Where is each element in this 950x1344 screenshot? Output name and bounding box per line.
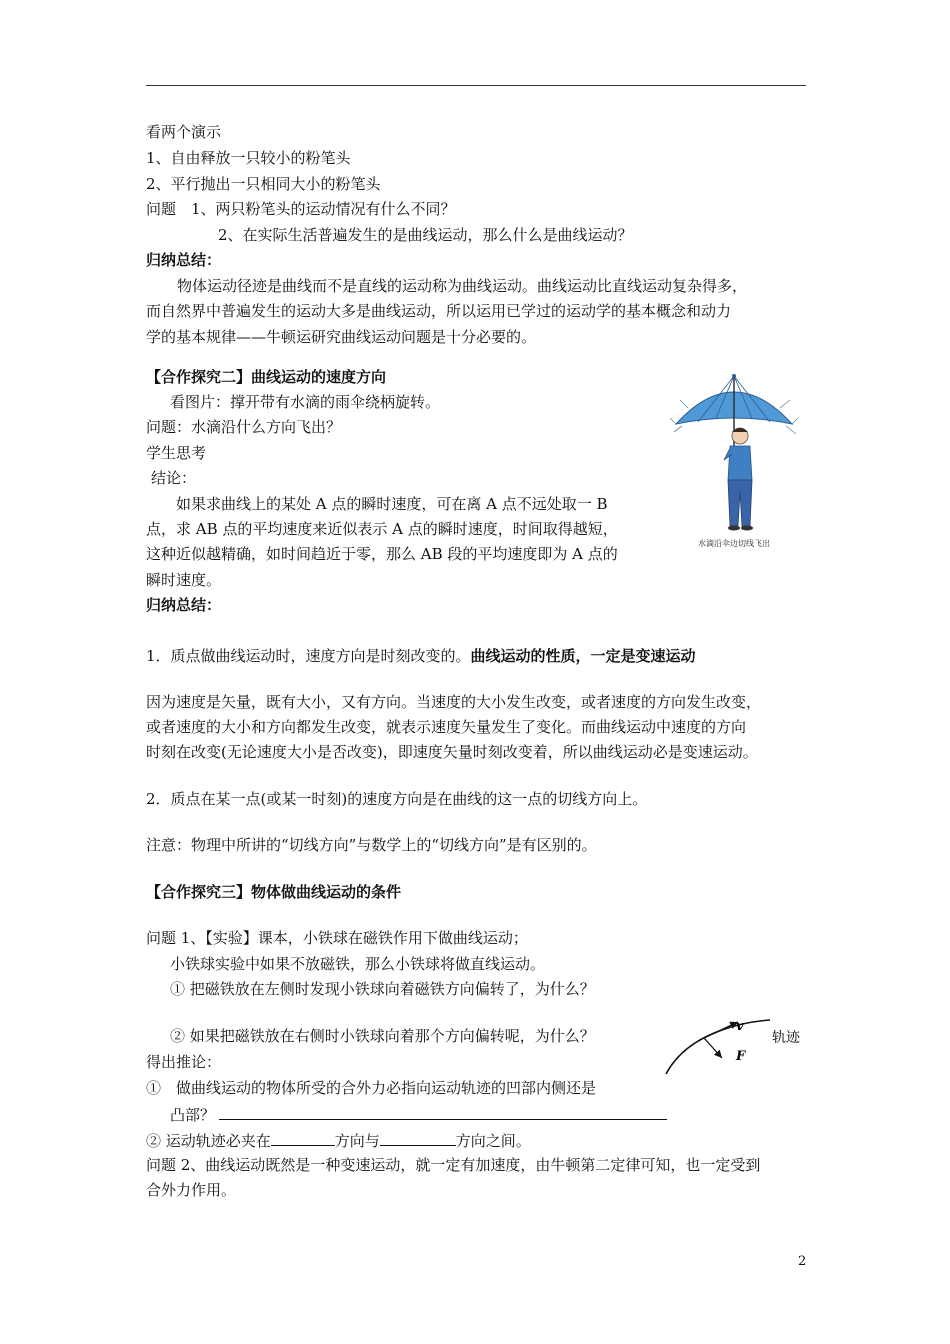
inference-1-line-1: ① 做曲线运动的物体所受的合外力必指向运动轨迹的凹部内侧还是	[146, 1079, 597, 1097]
experiment-no-magnet: 小铁球实验中如果不放磁铁，那么小铁球将做直线运动。	[170, 955, 546, 973]
picture-prompt: 看图片：撑开带有水滴的雨伞绕柄旋转。	[170, 393, 441, 411]
demo-item-2: 2、平行抛出一只相同大小的粉笔头	[146, 175, 381, 193]
conclusion-label: 结论：	[151, 469, 197, 487]
student-thinking: 学生思考	[146, 444, 207, 462]
paragraph-3-line-3: 时刻在改变(无论速度大小是否改变)，即速度矢量时刻改变着，所以曲线运动必是变速运动。	[146, 743, 758, 761]
inference-2-pre: ② 运动轨迹必夹在	[146, 1132, 271, 1150]
force-arrow	[704, 1038, 722, 1058]
point-1-emphasis: 曲线运动的性质，一定是变速运动	[470, 647, 696, 665]
note: 注意：物理中所讲的“切线方向”与数学上的“切线方向”是有区别的。	[146, 836, 597, 854]
paragraph-1-line-2: 而自然界中普遍发生的运动大多是曲线运动，所以运用已学过的运动学的基本概念和动力	[146, 302, 732, 320]
point-2: 2．质点在某一点(或某一时刻)的速度方向是在曲线的这一点的切线方向上。	[146, 790, 648, 808]
page-number: 2	[798, 1254, 807, 1269]
inference-2	[146, 1129, 531, 1151]
point-1-text: 1．质点做曲线运动时，速度方向是时刻改变的。	[146, 647, 471, 665]
inference-2-mid: 方向与	[334, 1132, 380, 1150]
paragraph-2-line-3: 这种近似越精确，如时间趋近于零，那么 AB 段的平均速度即为 A 点的	[146, 545, 618, 563]
header-rule	[146, 85, 806, 86]
trajectory-label: 轨迹	[772, 1030, 800, 1046]
umbrella-caption: 水滴沿伞边切线飞出	[698, 539, 770, 548]
inference-heading: 得出推论：	[146, 1053, 222, 1071]
paragraph-3-line-1: 因为速度是矢量，既有大小，又有方向。当速度的大小发生改变，或者速度的方向发生改变，	[146, 693, 762, 711]
demo-heading: 看两个演示	[146, 123, 222, 141]
experiment-left-magnet: ① 把磁铁放在左侧时发现小铁球向着磁铁方向偏转了，为什么？	[170, 980, 595, 998]
velocity-arrow	[704, 1022, 738, 1038]
question-1: 问题 1、两只粉笔头的运动情况有什么不同？	[146, 200, 456, 218]
question-2-line-2: 合外力作用。	[146, 1181, 237, 1199]
paragraph-2-line-2: 点，求 AB 点的平均速度来近似表示 A 点的瞬时速度，时间取得越短，	[146, 520, 618, 538]
experiment-question: 问题 1、【实验】课本，小铁球在磁铁作用下做曲线运动；	[146, 929, 528, 947]
answer-blank-3[interactable]	[380, 1129, 456, 1146]
trajectory-curve	[666, 1020, 770, 1074]
paragraph-1-line-1: 物体运动径迹是曲线而不是直线的运动称为曲线运动。曲线运动比直线运动复杂得多，	[177, 277, 748, 295]
force-label: F	[736, 1049, 746, 1064]
picture-question: 问题：水滴沿什么方向飞出？	[146, 418, 342, 436]
inference-2-post: 方向之间。	[455, 1132, 531, 1150]
answer-blank-1[interactable]	[219, 1103, 667, 1120]
boy-figure	[724, 428, 753, 531]
experiment-right-magnet: ② 如果把磁铁放在右侧时小铁球向着那个方向偏转呢，为什么？	[170, 1027, 595, 1045]
answer-blank-2[interactable]	[271, 1129, 335, 1146]
paragraph-2-line-1: 如果求曲线上的某处 A 点的瞬时速度，可在离 A 点不远处取一 B	[176, 495, 608, 513]
question-2: 2、在实际生活普遍发生的是曲线运动，那么什么是曲线运动？	[218, 226, 633, 244]
demo-item-1: 1、自由释放一只较小的粉笔头	[146, 149, 351, 167]
section-3-heading: 【合作探究三】物体做曲线运动的条件	[146, 883, 402, 901]
inference-1-line-2	[170, 1103, 667, 1125]
trajectory-diagram	[660, 1014, 810, 1078]
umbrella-boy-illustration	[668, 368, 800, 554]
summary-heading-1: 归纳总结：	[146, 251, 222, 269]
section-2-heading: 【合作探究二】曲线运动的速度方向	[146, 368, 387, 386]
inference-1-text: 凸部？	[170, 1106, 216, 1124]
summary-heading-2: 归纳总结：	[146, 596, 222, 614]
point-1	[146, 646, 696, 666]
question-2-line-1: 问题 2、曲线运动既然是一种变速运动，就一定有加速度，由牛顿第二定律可知，也一定受到	[146, 1156, 761, 1174]
paragraph-3-line-2: 或者速度的大小和方向都发生改变，就表示速度矢量发生了变化。而曲线运动中速度的方向	[146, 718, 747, 736]
paragraph-1-line-3: 学的基本规律——牛顿运研究曲线运动问题是十分必要的。	[146, 328, 537, 346]
velocity-label: v	[736, 1019, 744, 1034]
paragraph-2-line-4: 瞬时速度。	[146, 571, 222, 589]
